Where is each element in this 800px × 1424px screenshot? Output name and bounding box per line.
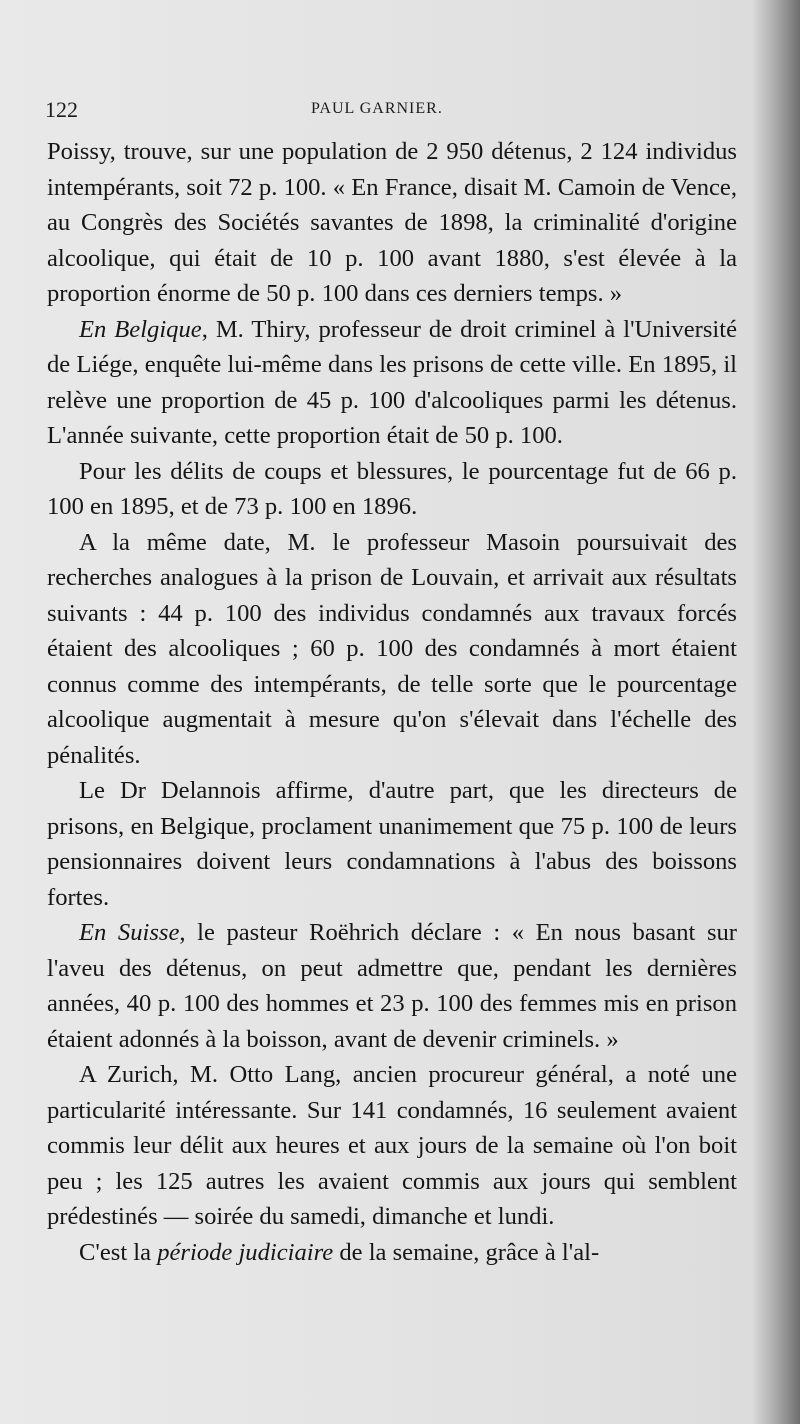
paragraph (47, 454, 737, 525)
running-head: PAUL GARNIER. (311, 100, 443, 117)
text-segment-italic: En Belgique (79, 315, 202, 343)
paragraph (47, 1057, 737, 1235)
text-segment-italic: période judiciaire (157, 1238, 334, 1266)
text-segment: de la semaine, grâce à l'al- (333, 1238, 600, 1266)
paragraph (47, 525, 737, 774)
text-segment-italic: En Suisse (79, 919, 180, 946)
paragraph (47, 312, 737, 454)
text-segment: , le pasteur Roëhrich déclare : « En nous basant sur l'aveu des détenus, on peut admettre que, pendant les dernières années, 40 p. 100 des hommes et 23 p. 100 des femmes mis en prison étaient adonnés à la boisson, avant de devenir criminels. » (47, 919, 737, 1053)
paragraph (47, 915, 737, 1057)
page-header (45, 97, 745, 127)
paragraph (47, 773, 737, 915)
page-number: 122 (45, 97, 78, 122)
text-segment: Poissy, trouve, sur une population de 2 950 détenus, 2 124 individus intempérants, soit 72 p. 100. « En France, disait M. Camoin de Vence, au Congrès des Sociétés savantes de 1898, la criminalité d'origine alcoolique, qui était de 10 p. 100 avant 1880, s'est élevée à la proportion énorme de 50 p. 100 dans ces derniers temps. » (47, 138, 737, 307)
text-segment: A la même date, M. le professeur Masoin poursuivait des recherches analogues à la prison de Louvain, et arrivait aux résultats suivants : 44 p. 100 des individus condamnés aux travaux forcés étaient des alcooliques ; 60 p. 100 des condamnés à mort étaient connus comme des intempérants, de telle sorte que le pourcentage alcoolique augmentait à mesure qu'on s'élevait dans l'échelle des pénalités. (47, 528, 737, 769)
paragraph (47, 134, 737, 312)
text-segment: A Zurich, M. Otto Lang, ancien procureur général, a noté une particularité intéressante. Sur 141 condamnés, 16 seulement avaient commis leur délit aux heures et aux jours de la semaine où l'on boit peu ; les 125 autres les avaient commis aux jours qui semblent prédestinés — soirée du samedi, dimanche et lundi. (47, 1061, 737, 1230)
text-segment: Pour les délits de coups et blessures, le pourcentage fut de 66 p. 100 en 1895, et de 73 p. 100 en 1896. (47, 457, 737, 520)
body-text (47, 134, 737, 1270)
text-segment: , M. Thiry, professeur de droit criminel à l'Université de Liége, enquête lui-même dans les prisons de cette ville. En 1895, il relève une proportion de 45 p. 100 d'alcooliques parmi les détenus. L'année suivante, cette proportion était de 50 p. 100. (47, 315, 737, 449)
text-segment: Le Dr Delannois affirme, d'autre part, que les directeurs de prisons, en Belgique, proclament unanimement que 75 p. 100 de leurs pensionnaires doivent leurs condamnations à l'abus des boissons fortes. (47, 777, 737, 911)
text-segment: C'est la (79, 1238, 158, 1266)
paragraph (47, 1235, 737, 1271)
